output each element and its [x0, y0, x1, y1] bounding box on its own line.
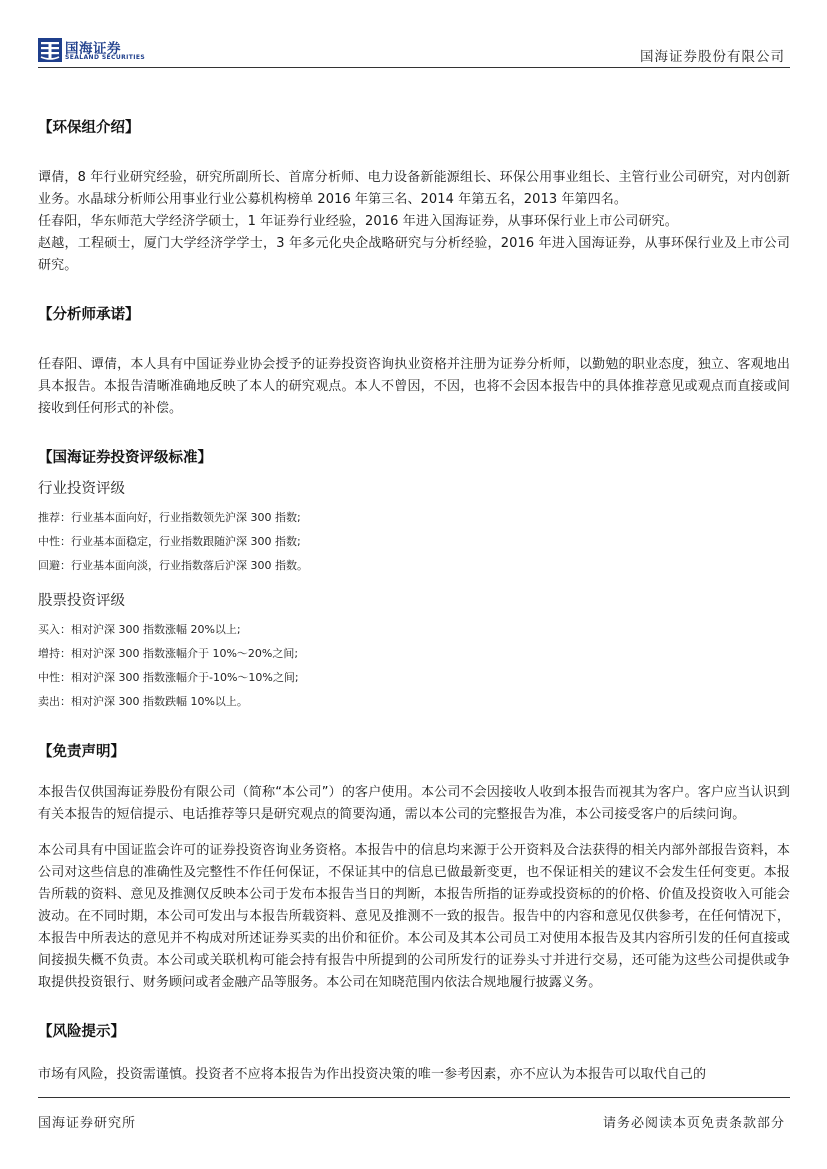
industry-rating-item: 推荐：行业基本面向好，行业指数领先沪深 300 指数;	[38, 511, 301, 524]
stock-rating-item: 卖出：相对沪深 300 指数跌幅 10%以上。	[38, 695, 248, 708]
company-logo	[38, 37, 158, 67]
sealand-logo-icon	[38, 38, 62, 62]
section-title-rating-standard: 【国海证券投资评级标准】	[38, 450, 212, 466]
footer-institute: 国海证券研究所	[38, 1116, 137, 1131]
page-header	[0, 0, 827, 72]
company-name: 国海证券股份有限公司	[640, 49, 785, 65]
stock-rating-item: 中性：相对沪深 300 指数涨幅介于-10%～10%之间;	[38, 671, 299, 684]
section-title-risk: 【风险提示】	[38, 1024, 125, 1040]
industry-rating-item: 中性：行业基本面稳定，行业指数跟随沪深 300 指数;	[38, 535, 301, 548]
section-title-env-team: 【环保组介绍】	[38, 120, 140, 136]
stock-rating-item: 增持：相对沪深 300 指数涨幅介于 10%～20%之间;	[38, 647, 299, 660]
report-body	[38, 118, 790, 1086]
disclaimer-paragraph: 本公司具有中国证监会许可的证券投资咨询业务资格。本报告中的信息均来源于公开资料及合法获得的相关内部外部报告资料，本公司对这些信息的准确性及完整性不作任何保证，不保证其中的信息已做最新变更，也不保证相关的建议不会发生任何变更。本报告所载的资料、意见及推测仅反映本公司于发布本报告当日的判断，本报告所指的证券或投资标的的价格、价值及投资收入可能会波动。在不同时期，本公司可发出与本报告所载资料、意见及推测不一致的报告。报告中的内容和意见仅供参考，在任何情况下，本报告中所表达的意见并不构成对所述证券买卖的出价和征价。本公司及其本公司员工对使用本报告及其内容所引发的任何直接或间接损失概不负责。本公司或关联机构可能会持有报告中所提到的公司所发行的证券头寸并进行交易，还可能为这些公司提供或争取提供投资银行、财务顾问或者金融产品等服务。本公司在知晓范围内依法合规地履行披露义务。	[38, 843, 790, 990]
logo-chinese-name: 国海证券	[65, 41, 121, 57]
stock-rating-title: 股票投资评级	[38, 593, 125, 609]
footer-divider	[38, 1097, 790, 1098]
risk-paragraph: 市场有风险，投资需谨慎。投资者不应将本报告为作出投资决策的唯一参考因素，亦不应认为本报告可以取代自己的	[38, 1067, 707, 1082]
header-divider	[38, 67, 790, 68]
stock-rating-item: 买入：相对沪深 300 指数涨幅 20%以上;	[38, 623, 241, 636]
section-title-disclaimer: 【免责声明】	[38, 744, 125, 760]
env-team-paragraph: 谭倩，8 年行业研究经验，研究所副所长、首席分析师、电力设备新能源组长、环保公用事业组长、主管行业公司研究，对内创新业务。水晶球分析师公用事业行业公募机构榜单 2016 年第三名、2014 年第五名，2013 年第四名。	[38, 170, 790, 207]
section-title-analyst-pledge: 【分析师承诺】	[38, 307, 140, 323]
env-team-paragraph: 任春阳，华东师范大学经济学硕士，1 年证券行业经验，2016 年进入国海证券，从事环保行业上市公司研究。	[38, 214, 678, 229]
industry-rating-item: 回避：行业基本面向淡，行业指数落后沪深 300 指数。	[38, 559, 308, 572]
env-team-paragraph: 赵越，工程硕士，厦门大学经济学学士，3 年多元化央企战略研究与分析经验，2016 年进入国海证券，从事环保行业及上市公司研究。	[38, 236, 790, 273]
analyst-pledge-paragraph: 任春阳、谭倩，本人具有中国证券业协会授予的证券投资咨询执业资格并注册为证券分析师，以勤勉的职业态度，独立、客观地出具本报告。本报告清晰准确地反映了本人的研究观点。本人不曾因，不因，也将不会因本报告中的具体推荐意见或观点而直接或间接收到任何形式的补偿。	[38, 357, 790, 416]
footer-disclaimer-note: 请务必阅读本页免责条款部分	[602, 1116, 785, 1131]
industry-rating-title: 行业投资评级	[38, 481, 125, 497]
logo-english-name: SEALAND SECURITIES	[65, 54, 146, 61]
disclaimer-paragraph: 本报告仅供国海证券股份有限公司（简称“本公司”）的客户使用。本公司不会因接收人收到本报告而视其为客户。客户应当认识到有关本报告的短信提示、电话推荐等只是研究观点的简要沟通，需以本公司的完整报告为准，本公司接受客户的后续问询。	[38, 785, 790, 822]
